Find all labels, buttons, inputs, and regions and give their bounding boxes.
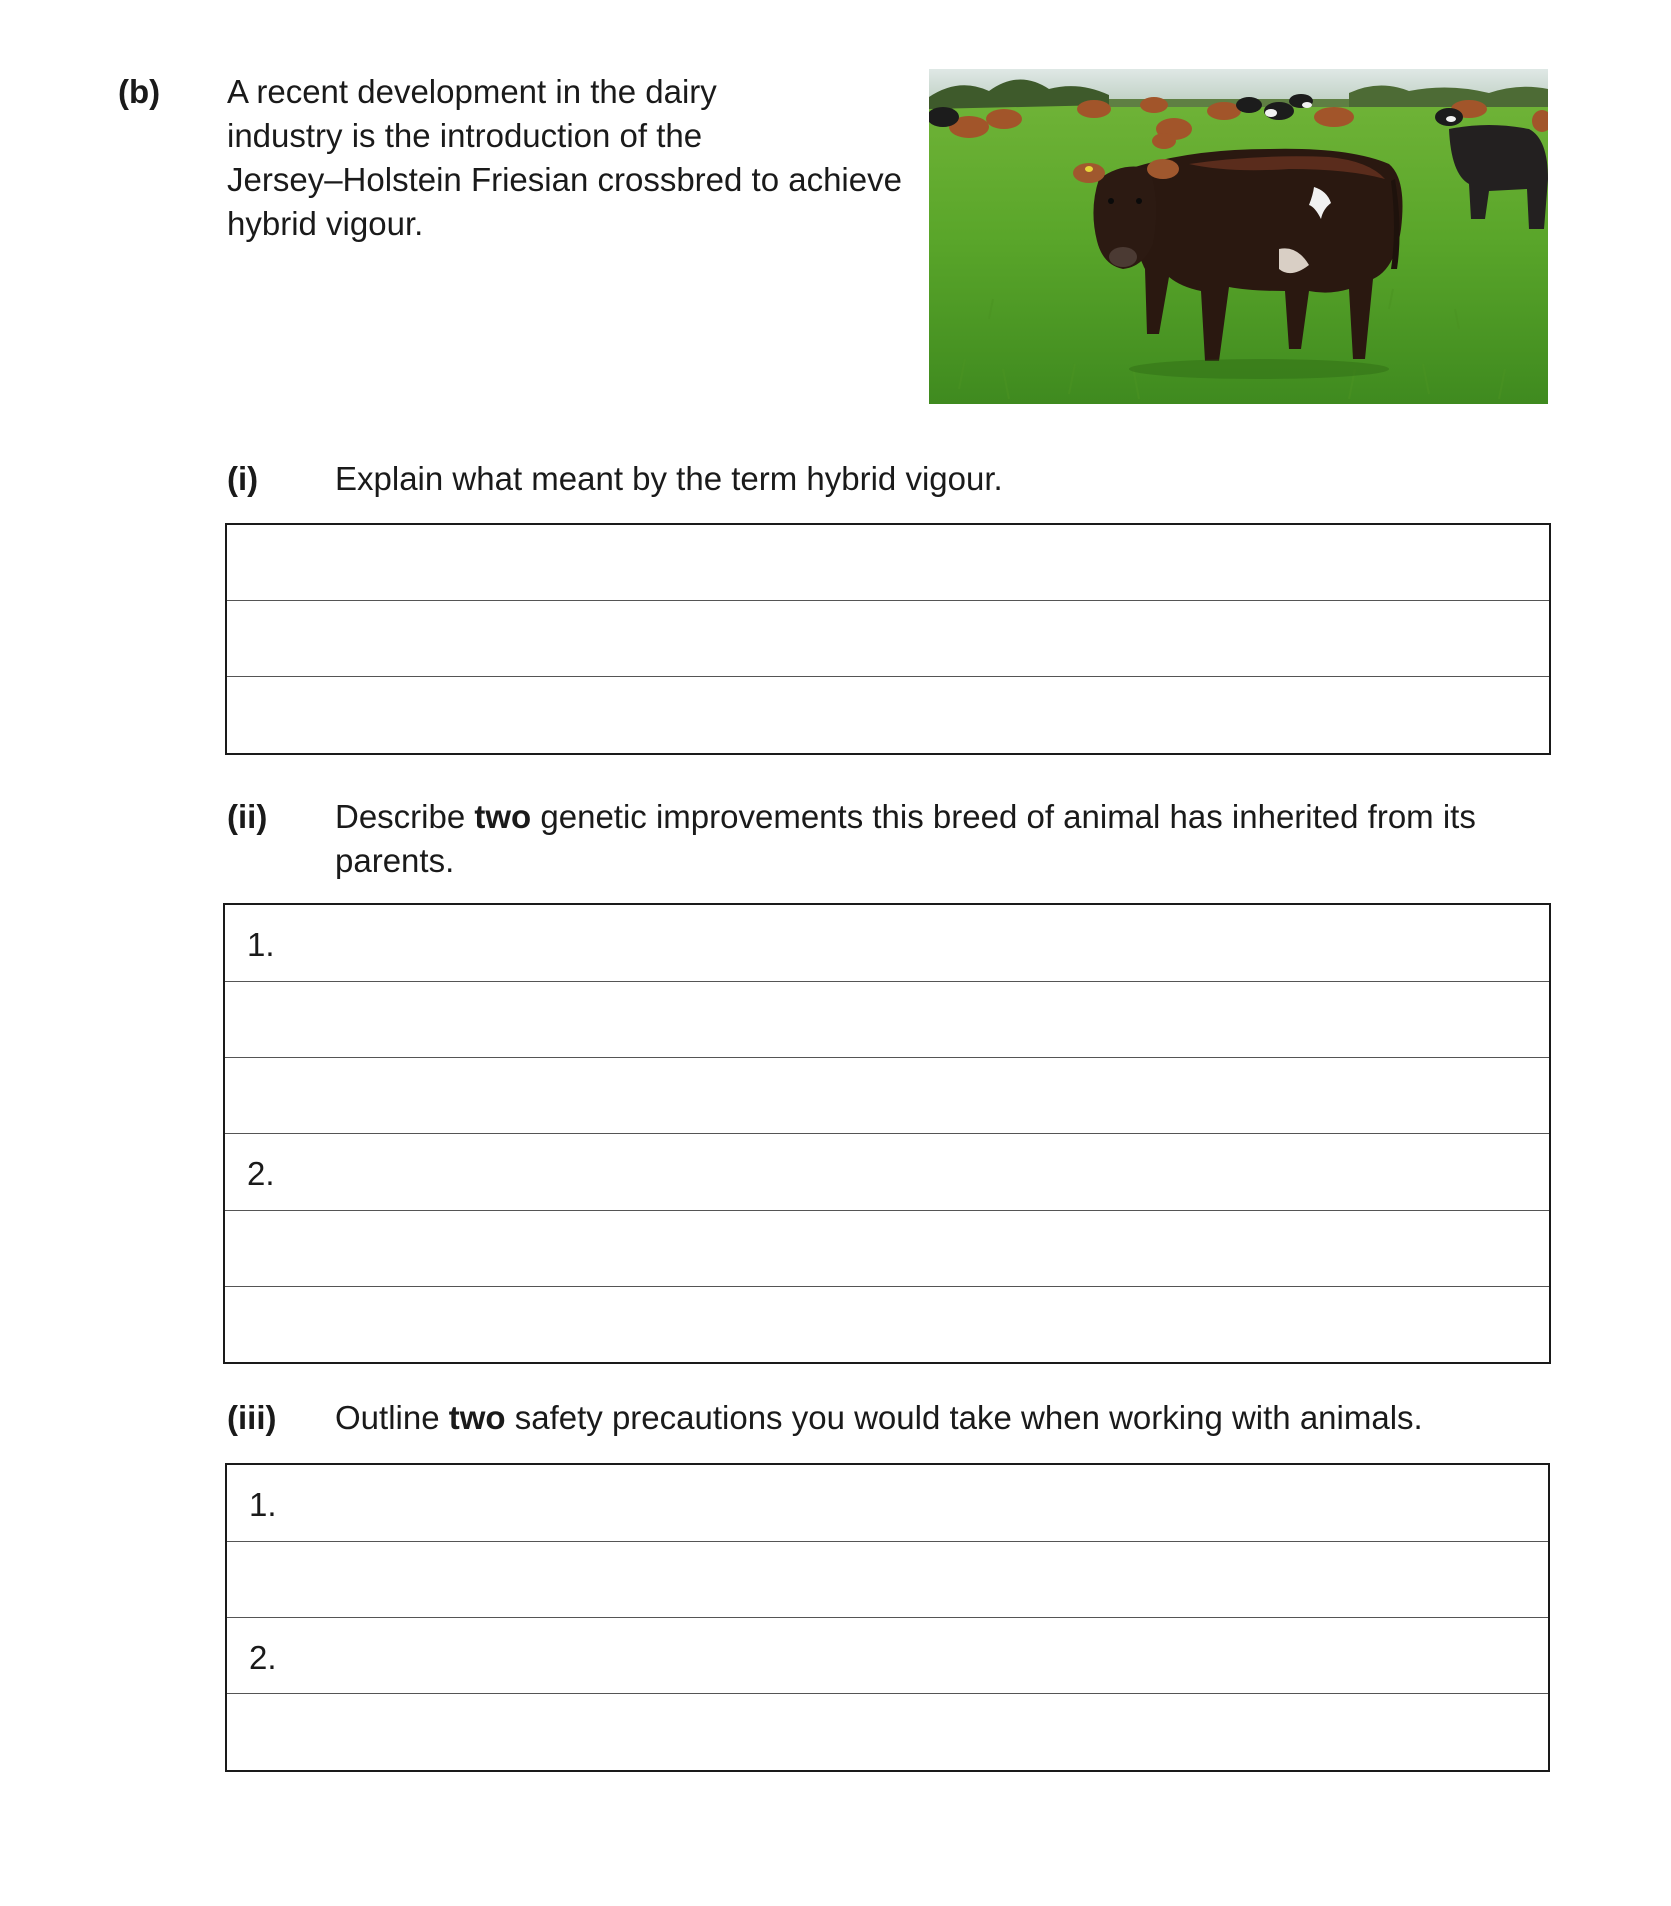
answer-line[interactable] xyxy=(227,1694,1548,1769)
part-label: (b) xyxy=(118,73,161,110)
question-iii-text-bold: two xyxy=(448,1399,506,1436)
answer-line[interactable] xyxy=(227,1618,1548,1694)
answer-line[interactable] xyxy=(225,1134,1549,1211)
answer-line-number: 2. xyxy=(249,1639,277,1676)
answer-line[interactable] xyxy=(225,905,1549,982)
answer-line-number: 1. xyxy=(247,926,275,963)
answer-line[interactable] xyxy=(225,1211,1549,1287)
answer-line[interactable] xyxy=(225,982,1549,1058)
cow-photo xyxy=(929,69,1548,404)
answer-line[interactable] xyxy=(227,1465,1548,1542)
question-iii-text-before: Outline xyxy=(335,1399,449,1436)
answer-line[interactable] xyxy=(227,1542,1548,1618)
answer-line[interactable] xyxy=(227,677,1549,752)
answer-box-i[interactable] xyxy=(225,523,1551,755)
question-i-text xyxy=(335,457,1555,501)
answer-line[interactable] xyxy=(225,1287,1549,1361)
question-ii-label: (ii) xyxy=(227,798,268,835)
question-ii-text xyxy=(335,795,1535,883)
answer-line[interactable] xyxy=(227,525,1549,601)
question-iii-text xyxy=(335,1396,1555,1440)
question-iii-label: (iii) xyxy=(227,1399,277,1436)
answer-line-number: 1. xyxy=(249,1486,277,1523)
question-iii-text-after: safety precautions you would take when working with animals. xyxy=(505,1399,1423,1436)
cow-photo-image xyxy=(929,69,1548,404)
question-i-text-before: Explain what meant by the term hybrid vigour. xyxy=(335,460,1003,497)
intro-text: A recent development in the dairy industry is the introduction of the Jersey–Holstein Friesian crossbred to achieve hybrid vigour. xyxy=(227,73,902,242)
answer-line[interactable] xyxy=(227,601,1549,677)
answer-box-iii[interactable] xyxy=(225,1463,1550,1772)
answer-line[interactable] xyxy=(225,1058,1549,1134)
answer-box-ii[interactable] xyxy=(223,903,1551,1364)
question-i-label: (i) xyxy=(227,460,259,497)
answer-line-number: 2. xyxy=(247,1155,275,1192)
question-ii-text-bold: two xyxy=(474,798,532,835)
question-ii-text-after: genetic improvements this breed of animal has inherited from its parents. xyxy=(335,798,1476,879)
question-ii-text-before: Describe xyxy=(335,798,475,835)
